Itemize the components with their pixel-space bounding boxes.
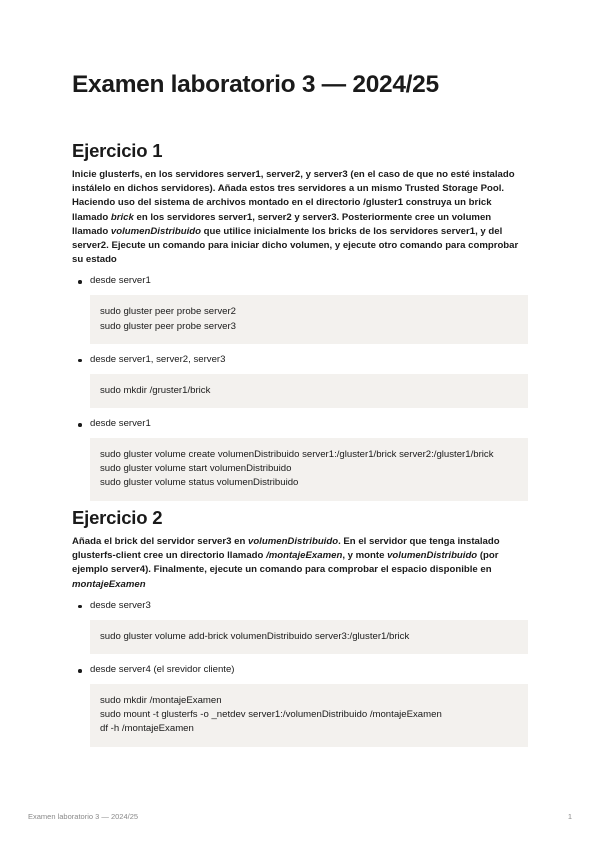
footer-title: Examen laboratorio 3 — 2024/25	[28, 812, 139, 821]
exercise-2-heading: Ejercicio 2	[72, 507, 163, 528]
description-segment: volumenDistribuido	[110, 225, 201, 237]
description-segment: brick	[110, 211, 134, 223]
step-item	[72, 663, 528, 747]
step-label: desde server3	[72, 599, 528, 613]
description-segment: Inicie glusterfs, en los servidores server1, server2, y server3 (en el caso de que no esté instalado instálelo en dichos servidores). Añada estos tres servidores a un mismo Trusted Storage Pool. Haciendo uso del sistema de archivos montado en el directorio /gluster1 construya un brick llamado	[72, 169, 515, 223]
step-label: desde server1, server2, server3	[72, 353, 528, 367]
step-item	[72, 274, 528, 343]
description-segment: (por ejemplo server4). Finalmente, ejecute un comando para comprobar el espacio disponible en	[72, 550, 499, 576]
description-segment: que utilice inicialmente los bricks de los servidores server1, y del server2. Ejecute un comando para iniciar dicho volumen, y ejecute otro comando para comprobar su estado	[72, 225, 519, 266]
code-line: sudo mkdir /montajeExamen	[100, 695, 222, 707]
description-segment: . En el servidor que tenga instalado glusterfs-client cree un directorio llamado	[72, 536, 500, 562]
step-item	[72, 417, 528, 501]
code-line: sudo gluster volume start volumenDistribuido	[100, 463, 292, 475]
exercise-2-section	[72, 507, 528, 747]
code-line: sudo gluster peer probe server3	[100, 320, 236, 332]
code-line: df -h /montajeExamen	[100, 723, 194, 735]
code-block	[90, 374, 528, 408]
step-label: desde server4 (el srevidor cliente)	[72, 663, 528, 677]
code-block	[90, 438, 528, 501]
code-block	[90, 295, 528, 343]
step-item	[72, 599, 528, 654]
code-block	[90, 620, 528, 654]
exercise-1-steps	[72, 274, 528, 500]
description-segment: en los servidores server1, server2 y server3. Posteriormente cree un volumen llamado	[72, 211, 492, 237]
exercise-1-section	[72, 140, 528, 501]
code-line: sudo gluster volume add-brick volumenDistribuido server3:/gluster1/brick	[100, 630, 410, 642]
document-title: Examen laboratorio 3 — 2024/25	[72, 71, 439, 98]
description-segment: montajeExamen	[72, 578, 146, 590]
code-line: sudo gluster volume create volumenDistribuido server1:/gluster1/brick server2:/gluster1/brick	[100, 449, 494, 461]
code-line: sudo mkdir /gruster1/brick	[100, 384, 211, 396]
step-label: desde server1	[72, 417, 528, 431]
exercise-2-description	[72, 535, 528, 592]
step-label: desde server1	[72, 274, 528, 288]
footer-page-number: 1	[567, 812, 572, 821]
code-block	[90, 684, 528, 747]
description-segment: /montajeExamen	[266, 550, 343, 562]
step-item	[72, 353, 528, 408]
description-segment: volumenDistribuido	[247, 536, 339, 547]
description-segment: Añada el brick del servidor server3 en	[72, 536, 248, 547]
code-line: sudo mount -t glusterfs -o _netdev server1:/volumenDistribuido /montajeExamen	[100, 709, 442, 721]
exercise-2-steps	[72, 599, 528, 747]
exercise-1-description	[72, 168, 528, 267]
code-line: sudo gluster peer probe server2	[100, 306, 236, 318]
description-segment: volumenDistribuido	[387, 550, 478, 562]
code-line: sudo gluster volume status volumenDistribuido	[100, 477, 299, 489]
exercise-1-heading: Ejercicio 1	[72, 140, 163, 161]
description-segment: , y monte	[342, 550, 388, 562]
